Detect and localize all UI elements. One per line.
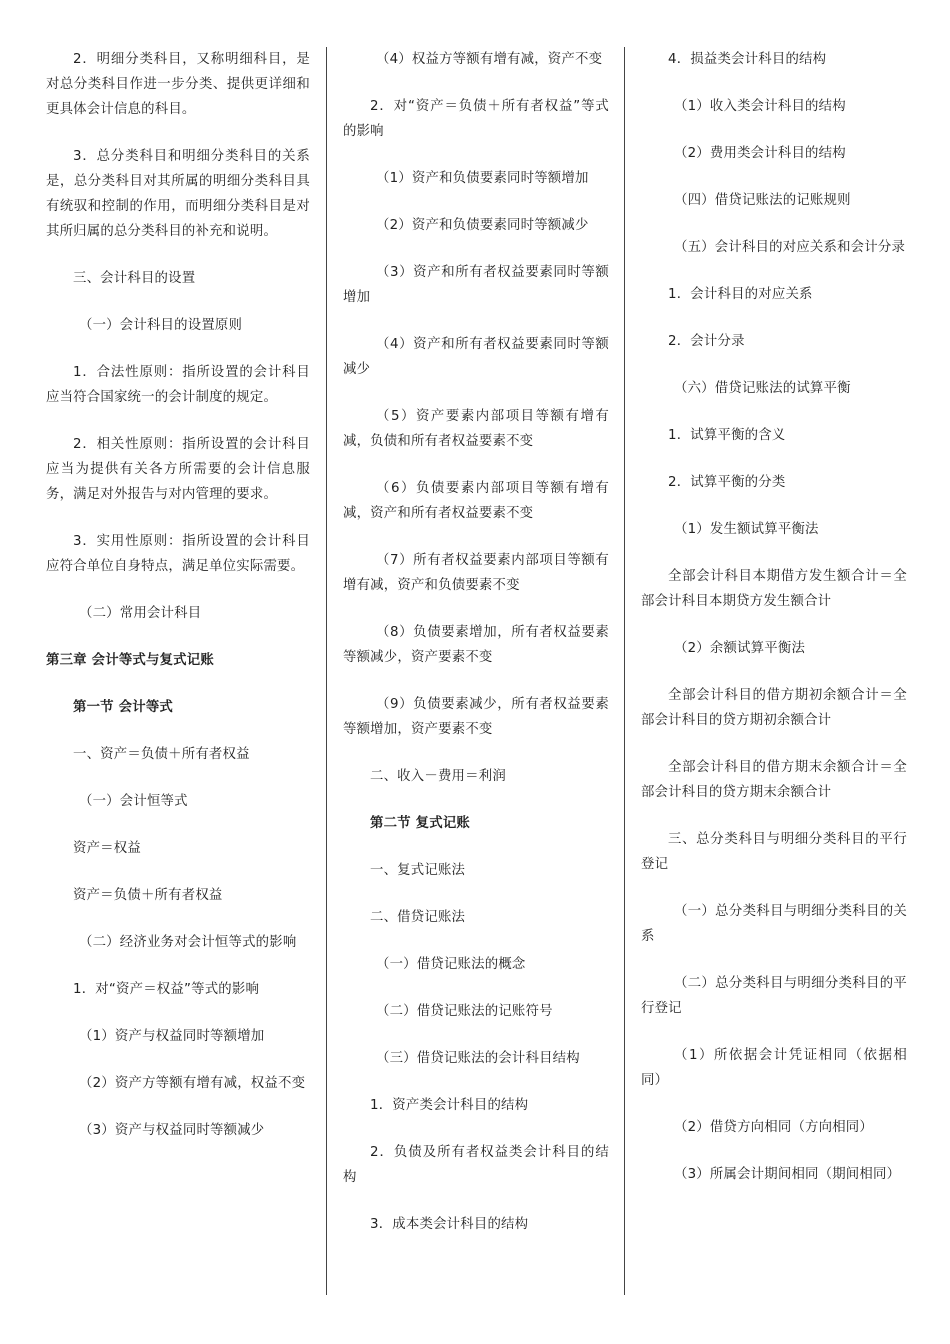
paragraph: （5）资产要素内部项目等额有增有减，负债和所有者权益要素不变: [343, 409, 609, 449]
paragraph: （二）常用会计科目: [79, 606, 202, 621]
paragraph: 1．合法性原则：指所设置的会计科目应当符合国家统一的会计制度的规定。: [46, 365, 310, 405]
paragraph: 三、总分类科目与明细分类科目的平行登记: [641, 832, 907, 872]
paragraph: 2．对“资产＝负债＋所有者权益”等式的影响: [343, 99, 609, 139]
paragraph: （4）权益方等额有增有减，资产不变: [376, 52, 603, 67]
paragraph: 一、复式记账法: [370, 863, 466, 878]
paragraph: （3）所属会计期间相同（期间相同）: [674, 1167, 901, 1182]
paragraph: （一）总分类科目与明细分类科目的关系: [641, 904, 907, 944]
paragraph: 三、会计科目的设置: [73, 271, 196, 286]
paragraph: 3．总分类科目和明细分类科目的关系是，总分类科目对其所属的明细分类科目具有统驭和控制的作用，而明细分类科目是对其所归属的总分类科目的补充和说明。: [46, 149, 310, 239]
paragraph: 二、收入－费用＝利润: [370, 769, 506, 784]
paragraph: （一）会计恒等式: [79, 794, 188, 809]
paragraph: 全部会计科目的借方期末余额合计＝全部会计科目的贷方期末余额合计: [641, 760, 907, 800]
paragraph: （五）会计科目的对应关系和会计分录: [674, 240, 906, 255]
paragraph: （2）余额试算平衡法: [674, 641, 806, 656]
section-heading: 第二节 复式记账: [370, 816, 470, 831]
paragraph: 1．对“资产＝权益”等式的影响: [73, 982, 260, 997]
paragraph: 1．资产类会计科目的结构: [370, 1098, 529, 1113]
paragraph: （2）资产方等额有增有减，权益不变: [79, 1076, 306, 1091]
paragraph: 4．损益类会计科目的结构: [668, 52, 827, 67]
paragraph: （6）负债要素内部项目等额有增有减，资产和所有者权益要素不变: [343, 481, 609, 521]
text-column-1: [46, 47, 310, 1165]
paragraph: 二、借贷记账法: [370, 910, 466, 925]
paragraph: （1）资产与权益同时等额增加: [79, 1029, 265, 1044]
paragraph: （一）借贷记账法的概念: [376, 957, 526, 972]
paragraph: （四）借贷记账法的记账规则: [674, 193, 851, 208]
paragraph: 全部会计科目本期借方发生额合计＝全部会计科目本期贷方发生额合计: [641, 569, 907, 609]
paragraph: （2）借贷方向相同（方向相同）: [674, 1120, 873, 1135]
paragraph: （3）资产与权益同时等额减少: [79, 1123, 265, 1138]
paragraph: （1）所依据会计凭证相同（依据相同）: [641, 1048, 907, 1088]
paragraph: （二）借贷记账法的记账符号: [376, 1004, 553, 1019]
paragraph: （一）会计科目的设置原则: [79, 318, 243, 333]
paragraph: 资产＝负债＋所有者权益: [73, 888, 223, 903]
paragraph: 3．实用性原则：指所设置的会计科目应符合单位自身特点，满足单位实际需要。: [46, 534, 310, 574]
paragraph: 2．明细分类科目，又称明细科目，是对总分类科目作进一步分类、提供更详细和更具体会计信息的科目。: [46, 52, 310, 117]
paragraph: 2．试算平衡的分类: [668, 475, 786, 490]
paragraph: （1）收入类会计科目的结构: [674, 99, 846, 114]
paragraph: 3．成本类会计科目的结构: [370, 1217, 529, 1232]
paragraph: （9）负债要素减少，所有者权益要素等额增加，资产要素不变: [343, 697, 609, 737]
paragraph: 资产＝权益: [73, 841, 141, 856]
paragraph: 一、资产＝负债＋所有者权益: [73, 747, 250, 762]
paragraph: （4）资产和所有者权益要素同时等额减少: [343, 337, 609, 377]
paragraph: （二）总分类科目与明细分类科目的平行登记: [641, 976, 907, 1016]
paragraph: 1．会计科目的对应关系: [668, 287, 813, 302]
paragraph: （3）资产和所有者权益要素同时等额增加: [343, 265, 609, 305]
text-column-3: [641, 47, 907, 1209]
paragraph: （三）借贷记账法的会计科目结构: [376, 1051, 580, 1066]
paragraph: （1）发生额试算平衡法: [674, 522, 819, 537]
paragraph: （六）借贷记账法的试算平衡: [674, 381, 851, 396]
paragraph: 2．相关性原则：指所设置的会计科目应当为提供有关各方所需要的会计信息服务，满足对外报告与对内管理的要求。: [46, 437, 310, 502]
paragraph: （2）费用类会计科目的结构: [674, 146, 846, 161]
column-divider: [624, 47, 625, 1295]
paragraph: 2．会计分录: [668, 334, 745, 349]
paragraph: 2．负债及所有者权益类会计科目的结构: [343, 1145, 609, 1185]
paragraph: 全部会计科目的借方期初余额合计＝全部会计科目的贷方期初余额合计: [641, 688, 907, 728]
paragraph: （2）资产和负债要素同时等额减少: [376, 218, 589, 233]
text-column-2: [343, 47, 609, 1259]
paragraph: 1．试算平衡的含义: [668, 428, 786, 443]
column-divider: [326, 47, 327, 1295]
paragraph: （7）所有者权益要素内部项目等额有增有减，资产和负债要素不变: [343, 553, 609, 593]
section-heading: 第一节 会计等式: [73, 700, 173, 715]
paragraph: （1）资产和负债要素同时等额增加: [376, 171, 589, 186]
paragraph: （8）负债要素增加，所有者权益要素等额减少，资产要素不变: [343, 625, 609, 665]
paragraph: （二）经济业务对会计恒等式的影响: [79, 935, 297, 950]
section-heading: 第三章 会计等式与复式记账: [46, 653, 214, 668]
